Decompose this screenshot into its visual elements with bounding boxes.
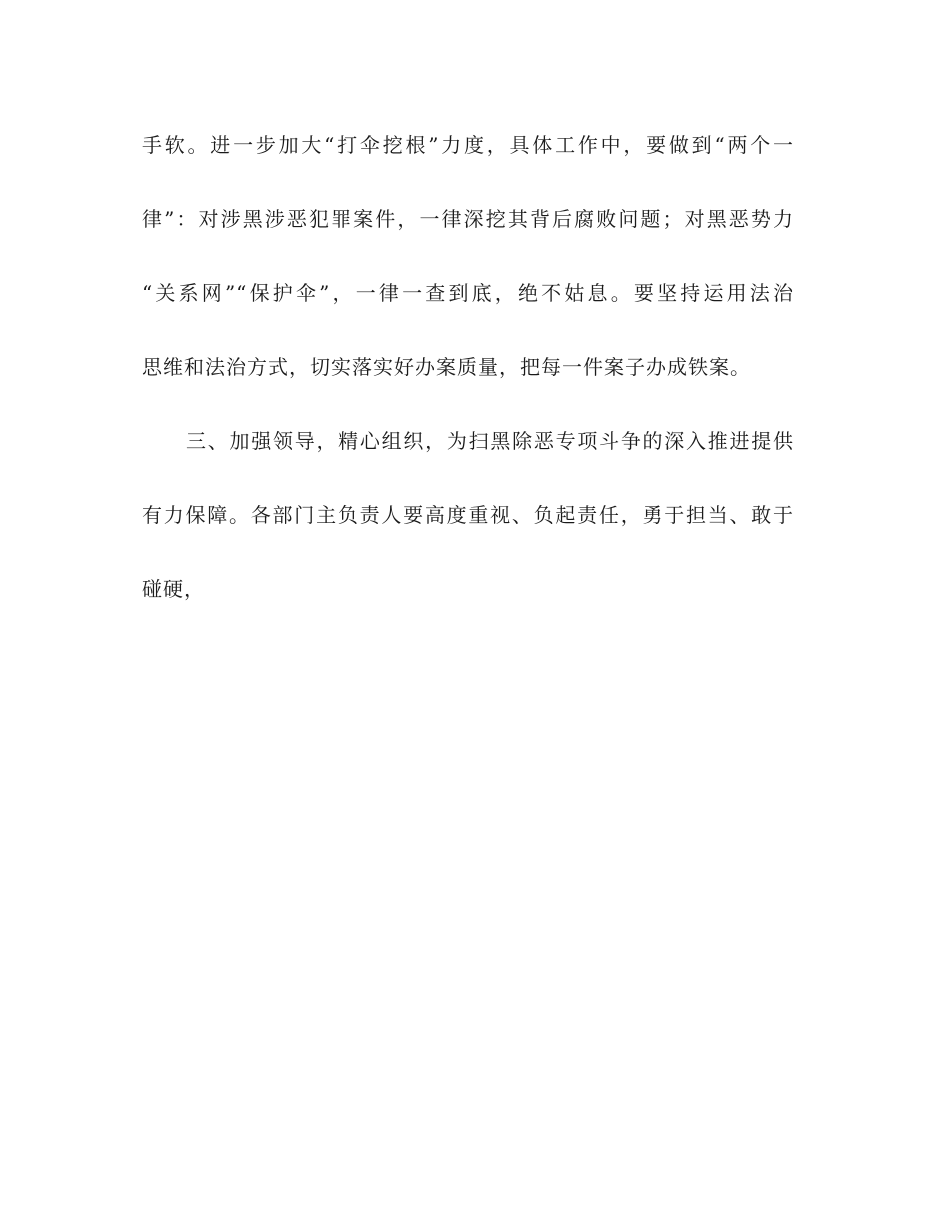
paragraph-line: “关系网”“保护伞”，一律一查到底，绝不姑息。要坚持运用法治 <box>142 281 794 305</box>
body-text <box>142 123 794 641</box>
paragraph-line: 手软。进一步加大“打伞挖根”力度，具体工作中，要做到“两个一 <box>142 133 794 157</box>
paragraph-line: 律”：对涉黑涉恶犯罪案件，一律深挖其背后腐败问题；对黑恶势力 <box>142 207 794 231</box>
paragraph-line: 有力保障。各部门主负责人要高度重视、负起责任，勇于担当、敢于 <box>142 503 794 527</box>
section-heading-line: 三、加强领导，精心组织，为扫黑除恶专项斗争的深入推进提供 <box>186 429 794 453</box>
paragraph-line: 碰硬， <box>142 577 205 601</box>
paragraph-line: 思维和法治方式，切实落实好办案质量，把每一件案子办成铁案。 <box>142 355 751 379</box>
